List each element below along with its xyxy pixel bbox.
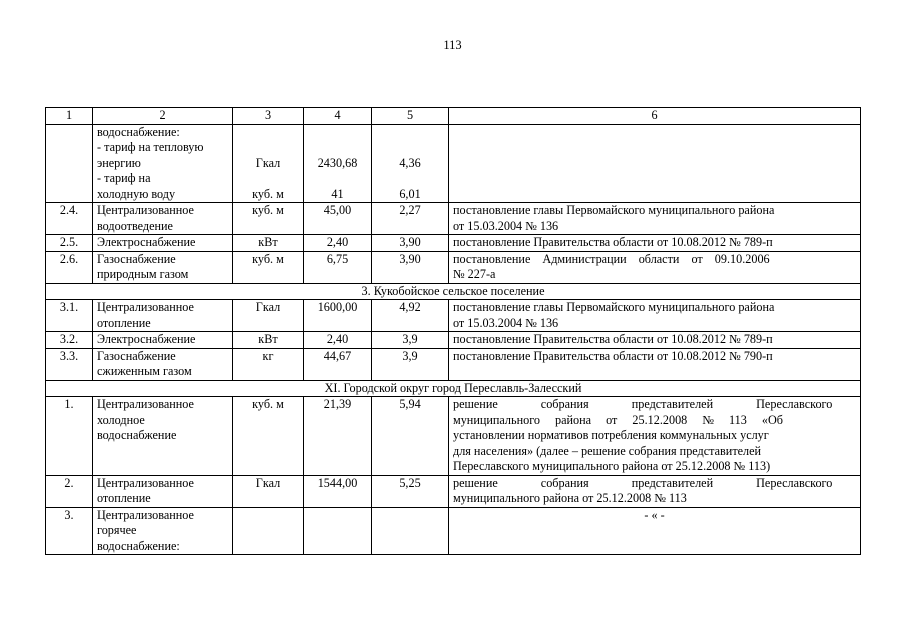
unit: куб. м [233,251,304,283]
unit: кВт [233,235,304,252]
norm-value [304,507,372,555]
unit: куб. м [233,203,304,235]
table-row [46,475,861,507]
table-row [46,332,861,349]
legal-basis [449,124,861,203]
row-number: 3.1. [46,300,93,332]
consumption-value: 3,9 [372,332,449,349]
page-number: 113 [443,38,462,52]
norm-value: 2430,68 41 [304,124,372,203]
section-title: 3. Кукобойское сельское поселение [46,283,861,300]
row-number [46,124,93,203]
header-cell: 2 [93,108,233,125]
table-row [46,124,861,203]
legal-basis: постановление Правительства области от 10.08.2012 № 790-п [449,348,861,380]
norm-value: 1600,00 [304,300,372,332]
service-name: Газоснабжение сжиженным газом [93,348,233,380]
service-name: Централизованное водоотведение [93,203,233,235]
legal-basis: постановление Администрации области от 09.10.2006 № 227-а [449,251,861,283]
unit [233,507,304,555]
table-row [46,235,861,252]
table-row [46,397,861,476]
norm-value: 44,67 [304,348,372,380]
consumption-value: 4,36 6,01 [372,124,449,203]
service-name: Централизованное отопление [93,475,233,507]
header-cell: 6 [449,108,861,125]
header-cell: 5 [372,108,449,125]
section-title: XI. Городской округ город Переславль-Залесский [46,380,861,397]
service-name: Электроснабжение [93,235,233,252]
legal-basis: решение собрания представителей Переславского муниципального района от 25.12.2008 № 113 «Об установлении нормативов потребления коммунальных услуг для населения» (далее – решение собрания представителей Переславского муниципального района от 25.12.2008 № 113) [449,397,861,476]
table-row [46,203,861,235]
header-row [46,108,861,125]
unit: куб. м [233,397,304,476]
header-cell: 4 [304,108,372,125]
norm-value: 6,75 [304,251,372,283]
header-cell: 1 [46,108,93,125]
consumption-value: 3,90 [372,235,449,252]
section-row [46,283,861,300]
row-number: 3.3. [46,348,93,380]
table-row [46,300,861,332]
norm-value: 2,40 [304,235,372,252]
service-name: Централизованное холодное водоснабжение [93,397,233,476]
table-row [46,348,861,380]
row-number: 2. [46,475,93,507]
consumption-value: 5,94 [372,397,449,476]
consumption-value: 3,90 [372,251,449,283]
consumption-value: 5,25 [372,475,449,507]
service-name: Газоснабжение природным газом [93,251,233,283]
row-number: 2.5. [46,235,93,252]
service-name: Централизованное отопление [93,300,233,332]
legal-basis: постановление Правительства области от 10.08.2012 № 789-п [449,332,861,349]
row-number: 3. [46,507,93,555]
consumption-value: 4,92 [372,300,449,332]
row-number: 1. [46,397,93,476]
row-number: 2.6. [46,251,93,283]
table-row [46,507,861,555]
unit: Гкал куб. м [233,124,304,203]
service-name: Электроснабжение [93,332,233,349]
norm-value: 45,00 [304,203,372,235]
legal-basis: постановление главы Первомайского муниципального района от 15.03.2004 № 136 [449,300,861,332]
section-row [46,380,861,397]
row-number: 3.2. [46,332,93,349]
header-cell: 3 [233,108,304,125]
table-row [46,251,861,283]
consumption-value: 2,27 [372,203,449,235]
row-number: 2.4. [46,203,93,235]
unit: Гкал [233,300,304,332]
legal-basis: постановление главы Первомайского муниципального района от 15.03.2004 № 136 [449,203,861,235]
tariff-table [45,107,861,555]
consumption-value: 3,9 [372,348,449,380]
consumption-value [372,507,449,555]
service-name: Централизованное горячее водоснабжение: [93,507,233,555]
norm-value: 21,39 [304,397,372,476]
legal-basis: решение собрания представителей Переславского муниципального района от 25.12.2008 № 113 [449,475,861,507]
unit: кг [233,348,304,380]
norm-value: 1544,00 [304,475,372,507]
legal-basis: - « - [449,507,861,555]
unit: кВт [233,332,304,349]
unit: Гкал [233,475,304,507]
norm-value: 2,40 [304,332,372,349]
service-name: водоснабжение: - тариф на тепловую энергию - тариф на холодную воду [93,124,233,203]
legal-basis: постановление Правительства области от 10.08.2012 № 789-п [449,235,861,252]
